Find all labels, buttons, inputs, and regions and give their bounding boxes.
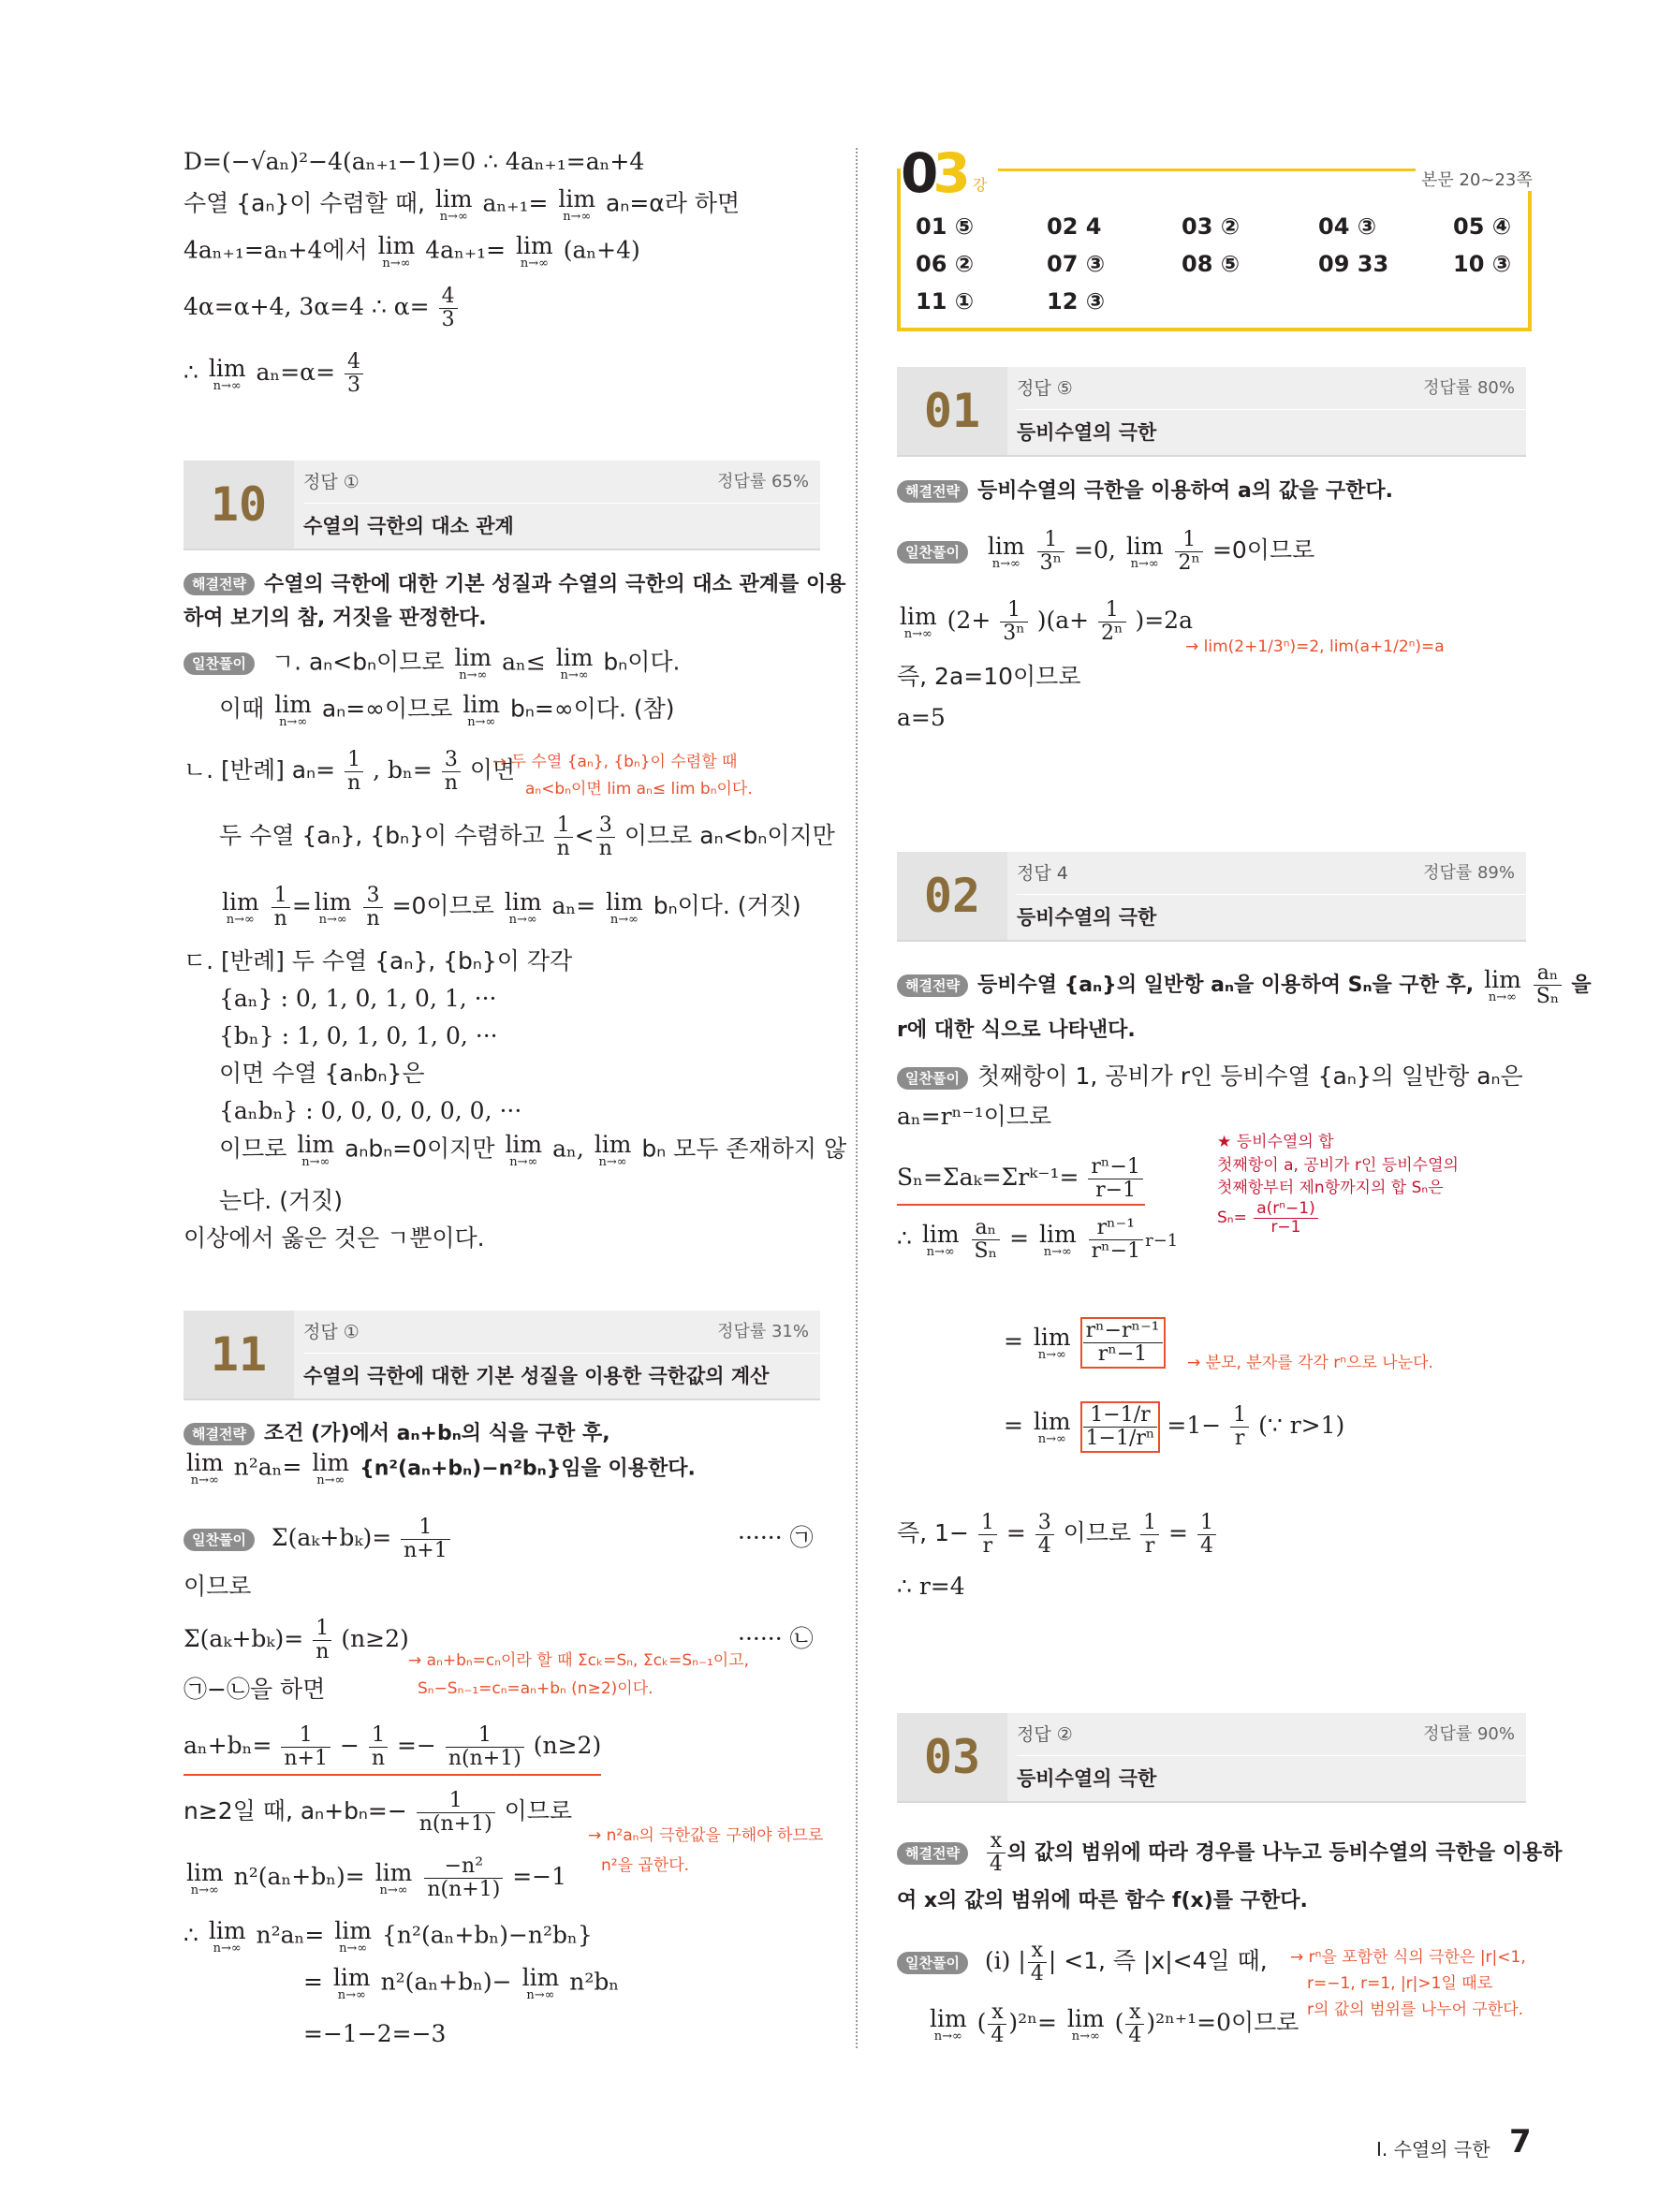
problem-03-header <box>897 1713 1526 1803</box>
answer-summary-box <box>897 168 1532 331</box>
solution-line: 일찬풀이 Σ(aₖ+bₖ)= $\frac{1}{n+1}$ <box>184 1516 452 1562</box>
lim-symbol: lim n→∞ <box>334 1917 372 1956</box>
solution-line: lim n→∞ $\frac{1}{n}$ = lim n→∞ $\frac{3}{n}$ =0이므로 lim n→∞ aₙ= lim n→∞ bₙ이다. (거짓) <box>222 884 801 931</box>
answer-item: 02 4 <box>1047 213 1102 240</box>
solution-tag: 일찬풀이 <box>897 1067 968 1090</box>
lesson-badge: 0 3 강 <box>901 141 988 205</box>
strategy-tag: 해결전략 <box>184 1423 255 1445</box>
strategy-line: 해결전략 $\frac{x}{4}$ 의 값의 범위에 따라 경우를 나누고 등비수열의 극한을 이용하 <box>897 1830 1563 1876</box>
margin-note: r의 값의 범위를 나누어 구한다. <box>1307 2000 1524 2019</box>
lim-symbol: lim n→∞ <box>208 1917 246 1956</box>
lim-symbol: lim n→∞ <box>1038 1220 1077 1259</box>
accuracy-rate: 정답률 31% <box>717 1322 809 1341</box>
solution-line: {bₙ} : 1, 0, 1, 0, 1, 0, ··· <box>219 1022 498 1049</box>
fraction: $\frac{\text{aₙ}}{\text{Sₙ}}$ <box>972 1217 1001 1263</box>
solution-line: 즉, 2a=10이므로 <box>897 663 1081 690</box>
equation-marker: ······ ㉡ <box>738 1625 814 1652</box>
page-number: 7 <box>1509 2123 1532 2161</box>
solution-line: ㄷ. [반례] 두 수열 {aₙ}, {bₙ}이 각각 <box>184 947 573 974</box>
solution-line: n≥2일 때, aₙ+bₙ=− $\frac{1}{n(n+1)}$ 이므로 <box>184 1789 573 1837</box>
fraction: $\frac{\text{rⁿ−1}}{r-1}$ <box>1088 1156 1142 1202</box>
lim-symbol: lim n→∞ <box>516 232 553 271</box>
margin-note: → 분모, 분자를 각각 rⁿ으로 나눈다. <box>1187 1354 1433 1372</box>
strategy-line: 하여 보기의 참, 거짓을 판정한다. <box>184 607 487 630</box>
strategy-line: 해결전략 수열의 극한에 대한 기본 성질과 수열의 극한의 대소 관계를 이용 <box>184 569 845 597</box>
solution-tag: 일찬풀이 <box>897 541 968 564</box>
solution-line: 일찬풀이 ㄱ. aₙ<bₙ이므로 lim n→∞ aₙ≤ lim n→∞ bₙ이다. <box>184 646 680 681</box>
equation-marker: ······ ㉠ <box>738 1524 814 1551</box>
lim-symbol: lim n→∞ <box>454 644 492 682</box>
solution-line: lim n→∞ n²(aₙ+bₙ)= lim n→∞ $\frac{\text{−n²}}{n(n+1)}$ =−1 <box>186 1854 567 1902</box>
lim-symbol: lim n→∞ <box>1033 1323 1071 1362</box>
solution-line: lim n→∞ ( $\frac{x}{4}$ )²ⁿ= lim n→∞ ( $\frac{x}{4}$ )²ⁿ⁺¹=0이므로 <box>930 2000 1299 2048</box>
margin-note: → 두 수열 {aₙ}, {bₙ}이 수렴할 때 <box>492 753 738 771</box>
text-line: 4aₙ₊₁=aₙ+4에서 lim n→∞ 4aₙ₊₁= lim n→∞ (aₙ+4) <box>184 232 640 271</box>
problem-11-header <box>184 1311 820 1400</box>
answer-label: 정답 ⑤ <box>1017 378 1073 399</box>
lim-symbol: lim n→∞ <box>921 1220 960 1259</box>
lim-symbol: lim n→∞ <box>1125 532 1164 571</box>
conclusion-line: 이상에서 옳은 것은 ㄱ뿐이다. <box>184 1224 485 1252</box>
fraction: $\frac{1}{n+1}$ <box>401 1516 450 1562</box>
strategy-line: 해결전략 조건 (가)에서 aₙ+bₙ의 식을 구한 후, <box>184 1418 610 1446</box>
fraction: $\frac{x}{4}$ <box>987 1830 1006 1876</box>
lim-symbol: lim n→∞ <box>186 1858 224 1897</box>
answer-item: 05 ④ <box>1453 213 1512 240</box>
solution-line: ∴ lim n→∞ n²aₙ= lim n→∞ {n²(aₙ+bₙ)−n²bₙ} <box>184 1917 593 1956</box>
answer-item: 10 ③ <box>1453 251 1512 277</box>
strategy-tag: 해결전략 <box>897 1842 968 1865</box>
solution-line: Sₙ=Σaₖ=Σrᵏ⁻¹= $\frac{\text{rⁿ−1}}{r-1}$ <box>897 1156 1145 1206</box>
solution-line: {aₙbₙ} : 0, 0, 0, 0, 0, 0, ··· <box>219 1097 522 1124</box>
fraction: $\frac{1}{\text{3ⁿ}}$ <box>1000 599 1028 645</box>
lim-symbol: lim n→∞ <box>1066 2004 1105 2044</box>
lim-symbol: lim n→∞ <box>274 691 312 729</box>
problem-02-header <box>897 852 1526 942</box>
accuracy-rate: 정답률 80% <box>1423 378 1515 398</box>
margin-note: → rⁿ을 포함한 식의 극한은 |r|<1, <box>1290 1948 1526 1967</box>
strategy-line: 여 x의 값의 범위에 따른 함수 f(x)를 구한다. <box>897 1889 1308 1912</box>
solution-line: =−1−2=−3 <box>303 2020 447 2047</box>
fraction: $\frac{1}{\text{2ⁿ}}$ <box>1175 529 1203 575</box>
fraction: $\frac{\text{−n²}}{n(n+1)}$ <box>424 1855 503 1901</box>
margin-note: n²을 곱한다. <box>601 1856 690 1875</box>
answer-item: 06 ② <box>916 251 975 277</box>
fraction: $\frac{1}{n}$ <box>369 1724 388 1770</box>
strategy-tag: 해결전략 <box>184 573 255 595</box>
solution-line: aₙ+bₙ= $\frac{1}{n+1}$ − $\frac{1}{n}$ =− $\frac{1}{n(n+1)}$ (n≥2) <box>184 1724 601 1776</box>
fraction: $\frac{1}{n}$ <box>313 1618 331 1663</box>
lim-symbol: lim n→∞ <box>987 532 1025 571</box>
margin-note: → n²aₙ의 극한값을 구해야 하므로 <box>588 1826 824 1845</box>
lim-symbol: lim n→∞ <box>1033 1407 1071 1446</box>
lim-symbol: lim n→∞ <box>555 644 594 682</box>
answer-label: 정답 ① <box>303 1322 360 1342</box>
solution-line: lim n→∞ (2+ $\frac{1}{\text{3ⁿ}}$ )(a+ $\frac{1}{\text{2ⁿ}}$ )=2a <box>900 598 1193 646</box>
solution-line: 이므로 lim n→∞ aₙbₙ=0이지만 lim n→∞ aₙ, lim n→∞ bₙ 모두 존재하지 않 <box>219 1131 847 1169</box>
answer-item: 09 33 <box>1318 251 1389 277</box>
solution-line: 이므로 <box>184 1573 252 1600</box>
problem-number: 02 <box>897 852 1007 940</box>
solution-line: ∴ r=4 <box>897 1573 965 1600</box>
fraction: $\frac{1}{r}$ <box>1230 1404 1249 1450</box>
fraction: $\frac{1}{n}$ <box>345 749 363 795</box>
solution-line: 두 수열 {aₙ}, {bₙ}이 수렴하고 $\frac{1}{n}$ < $\frac{3}{n}$ 이므로 aₙ<bₙ이지만 <box>219 813 835 861</box>
problem-topic: 수열의 극한의 대소 관계 <box>303 515 514 537</box>
solution-line: = lim n→∞ $\frac{\text{rⁿ−rⁿ⁻¹}}{\text{rⁿ−1}}$ <box>1004 1320 1165 1366</box>
fraction: $\frac{4}{3}$ <box>345 351 363 397</box>
lim-symbol: lim n→∞ <box>462 691 501 729</box>
solution-line: 일찬풀이 첫째항이 1, 공비가 r인 등비수열 {aₙ}의 일반항 aₙ은 <box>897 1062 1523 1091</box>
problem-10-header <box>184 461 820 550</box>
answer-item: 11 ① <box>916 288 975 315</box>
footer-section-title: Ⅰ. 수열의 극한 <box>1376 2138 1490 2161</box>
accuracy-rate: 정답률 90% <box>1423 1724 1515 1744</box>
answer-item: 04 ③ <box>1318 213 1377 240</box>
solution-line: 일찬풀이 lim n→∞ $\frac{1}{\text{3ⁿ}}$ =0, lim n→∞ $\frac{1}{\text{2ⁿ}}$ =0이므로 <box>897 529 1314 575</box>
solution-line: ㄴ. [반례] aₙ= $\frac{1}{n}$ , bₙ= $\frac{3}{n}$ 이면 <box>184 748 516 796</box>
solution-line: 즉, 1− $\frac{1}{r}$ = $\frac{3}{4}$ 이므로 $\frac{1}{r}$ = $\frac{1}{4}$ <box>897 1512 1218 1558</box>
page-range: 본문 20~23쪽 <box>1416 167 1538 191</box>
lim-symbol: lim n→∞ <box>374 1858 413 1897</box>
lim-symbol: lim n→∞ <box>606 887 643 927</box>
margin-note: → aₙ+bₙ=cₙ이라 할 때 Σcₖ=Sₙ, Σcₖ=Sₙ₋₁이고, <box>408 1651 750 1670</box>
lim-symbol: lim n→∞ <box>332 1964 371 2002</box>
fraction: $\frac{x}{4}$ <box>988 2001 1006 2047</box>
accuracy-rate: 정답률 65% <box>717 472 809 491</box>
fraction: $\frac{1}{n}$ <box>554 814 573 860</box>
lim-symbol: lim n→∞ <box>1484 965 1521 1004</box>
fraction: $\frac{1}{n}$ <box>272 885 290 930</box>
answer-item: 12 ③ <box>1047 288 1106 315</box>
fraction: $\frac{1}{\text{2ⁿ}}$ <box>1098 599 1126 645</box>
fraction: $\frac{1}{n+1}$ <box>281 1724 330 1770</box>
answer-label: 정답 ① <box>303 472 360 492</box>
strategy-line: 해결전략 등비수열의 극한을 이용하여 a의 값을 구한다. <box>897 476 1393 504</box>
lim-symbol: lim n→∞ <box>297 1131 335 1169</box>
fraction: $\frac{1-1/r}{\text{1−1/rⁿ}}$ <box>1083 1404 1158 1450</box>
fraction: $\frac{3}{n}$ <box>596 814 615 860</box>
fraction: $\frac{\text{rⁿ−rⁿ⁻¹}}{\text{rⁿ−1}}$ <box>1083 1320 1163 1366</box>
fraction: $\frac{3}{4}$ <box>1035 1512 1054 1558</box>
solution-line: {aₙ} : 0, 1, 0, 1, 0, 1, ··· <box>219 985 497 1012</box>
problem-topic: 등비수열의 극한 <box>1017 1767 1157 1790</box>
fraction: $\frac{\text{rⁿ⁻¹}}{\text{rⁿ−1}}$ <box>1089 1217 1143 1263</box>
lim-symbol: lim n→∞ <box>521 1964 560 2002</box>
fraction: $\frac{\text{aₙ}}{\text{Sₙ}}$ <box>1534 962 1563 1008</box>
problem-number: 10 <box>184 461 294 549</box>
strategy-tag: 해결전략 <box>897 974 968 997</box>
answer-item: 07 ③ <box>1047 251 1106 277</box>
text-line: 4α=α+4, 3α=4 ∴ α= $\frac{4}{3}$ <box>184 286 460 331</box>
lim-symbol: lim n→∞ <box>186 1449 224 1487</box>
lim-symbol: lim n→∞ <box>505 1131 543 1169</box>
solution-line: = lim n→∞ $\frac{1-1/r}{\text{1−1/rⁿ}}$ =1− $\frac{1}{r}$ (∵ r>1) <box>1004 1403 1345 1451</box>
solution-tag: 일찬풀이 <box>184 652 255 675</box>
solution-line: aₙ=rⁿ⁻¹이므로 <box>897 1103 1052 1130</box>
fraction: $\frac{1}{r}$ <box>978 1512 997 1558</box>
fraction: $\frac{x}{4}$ <box>1125 2001 1144 2047</box>
answer-item: 08 ⑤ <box>1182 251 1241 277</box>
lim-symbol: lim n→∞ <box>222 887 259 927</box>
column-divider <box>856 148 858 2048</box>
problem-topic: 등비수열의 극한 <box>1017 906 1157 929</box>
lim-symbol: lim n→∞ <box>377 232 416 271</box>
lim-symbol: lim n→∞ <box>208 354 246 393</box>
strategy-line: 해결전략 등비수열 {aₙ}의 일반항 aₙ을 이용하여 Sₙ을 구한 후, lim n→∞ $\frac{\text{aₙ}}{\text{Sₙ}}$ 을 <box>897 962 1592 1008</box>
fraction: $\frac{1}{4}$ <box>1197 1512 1216 1558</box>
fraction: $\frac{1}{n(n+1)}$ <box>446 1724 524 1770</box>
strategy-line: r에 대한 식으로 나타낸다. <box>897 1018 1136 1042</box>
text-line: ∴ lim n→∞ aₙ=α= $\frac{4}{3}$ <box>184 351 365 397</box>
fraction: $\frac{x}{4}$ <box>1028 1940 1047 1985</box>
solution-line: 일찬풀이 (i) | $\frac{x}{4}$ | <1, 즉 |x|<4일 때, <box>897 1940 1268 1985</box>
margin-note: Sₙ−Sₙ₋₁=cₙ=aₙ+bₙ (n≥2)이다. <box>418 1679 653 1698</box>
problem-number: 11 <box>184 1311 294 1399</box>
strategy-line: lim n→∞ n²aₙ= lim n→∞ {n²(aₙ+bₙ)−n²bₙ}임을 이용한다. <box>186 1449 696 1487</box>
text-line: 수열 {aₙ}이 수렴할 때, lim n→∞ aₙ₊₁= lim n→∞ aₙ=α라 하면 <box>184 185 741 224</box>
formula-note-box: ★ 등비수열의 합 첫째항이 a, 공비가 r인 등비수열의 첫째항부터 제n항까지의 합 Sₙ은 Sₙ= $\frac{\text{a(rⁿ−1)}}{r-1}$ <box>1217 1133 1459 1237</box>
lim-symbol: lim n→∞ <box>594 1131 632 1169</box>
margin-note: aₙ<bₙ이면 lim aₙ≤ lim bₙ이다. <box>525 780 753 798</box>
problem-number: 01 <box>897 367 1007 455</box>
lim-symbol: lim n→∞ <box>434 185 473 224</box>
solution-line: 이때 lim n→∞ aₙ=∞이므로 lim n→∞ bₙ=∞이다. (참) <box>219 691 675 729</box>
solution-line: ㉠−㉡을 하면 <box>184 1676 326 1703</box>
solution-line: ∴ lim n→∞ $\frac{\text{aₙ}}{\text{Sₙ}}$ = lim n→∞ $\frac{\text{rⁿ⁻¹}}{\text{rⁿ−1}}$ r−1 <box>897 1216 1179 1264</box>
answer-item: 01 ⑤ <box>916 213 975 240</box>
fraction: $\frac{1}{\text{3ⁿ}}$ <box>1037 529 1065 575</box>
fraction: $\frac{3}{n}$ <box>442 749 461 795</box>
strategy-tag: 해결전략 <box>897 480 968 503</box>
problem-01-header <box>897 367 1526 457</box>
lim-symbol: lim n→∞ <box>558 185 596 224</box>
lim-symbol: lim n→∞ <box>504 887 542 927</box>
solution-tag: 일찬풀이 <box>184 1529 255 1551</box>
problem-topic: 등비수열의 극한 <box>1017 421 1157 444</box>
solution-line: 이면 수열 {aₙbₙ}은 <box>219 1060 425 1087</box>
margin-note: → lim(2+1/3ⁿ)=2, lim(a+1/2ⁿ)=a <box>1185 637 1445 656</box>
lim-symbol: lim n→∞ <box>312 1449 350 1487</box>
answer-label: 정답 4 <box>1017 863 1068 884</box>
problem-number: 03 <box>897 1713 1007 1801</box>
solution-line: Σ(aₖ+bₖ)= $\frac{1}{n}$ (n≥2) <box>184 1617 409 1664</box>
accuracy-rate: 정답률 89% <box>1423 863 1515 883</box>
fraction: $\frac{3}{n}$ <box>363 885 382 930</box>
fraction: $\frac{1}{n(n+1)}$ <box>417 1790 495 1836</box>
solution-line: 는다. (거짓) <box>219 1187 344 1214</box>
solution-tag: 일찬풀이 <box>897 1952 968 1974</box>
lim-symbol: lim n→∞ <box>314 887 352 927</box>
answer-item: 03 ② <box>1182 213 1241 240</box>
answer-label: 정답 ② <box>1017 1724 1073 1745</box>
solution-line: a=5 <box>897 704 946 731</box>
problem-topic: 수열의 극한에 대한 기본 성질을 이용한 극한값의 계산 <box>303 1365 770 1387</box>
margin-note: r=−1, r=1, |r|>1일 때로 <box>1307 1974 1493 1993</box>
fraction: $\frac{4}{3}$ <box>439 286 458 331</box>
lim-symbol: lim n→∞ <box>900 602 937 641</box>
lim-symbol: lim n→∞ <box>930 2004 967 2044</box>
fraction: $\frac{1}{r}$ <box>1140 1512 1159 1558</box>
solution-line: = lim n→∞ n²(aₙ+bₙ)− lim n→∞ n²bₙ <box>303 1964 620 2002</box>
fraction: $\frac{\text{a(rⁿ−1)}}{r-1}$ <box>1254 1200 1318 1236</box>
text-line: D=(−√aₙ)²−4(aₙ₊₁−1)=0 ∴ 4aₙ₊₁=aₙ+4 <box>184 148 645 175</box>
